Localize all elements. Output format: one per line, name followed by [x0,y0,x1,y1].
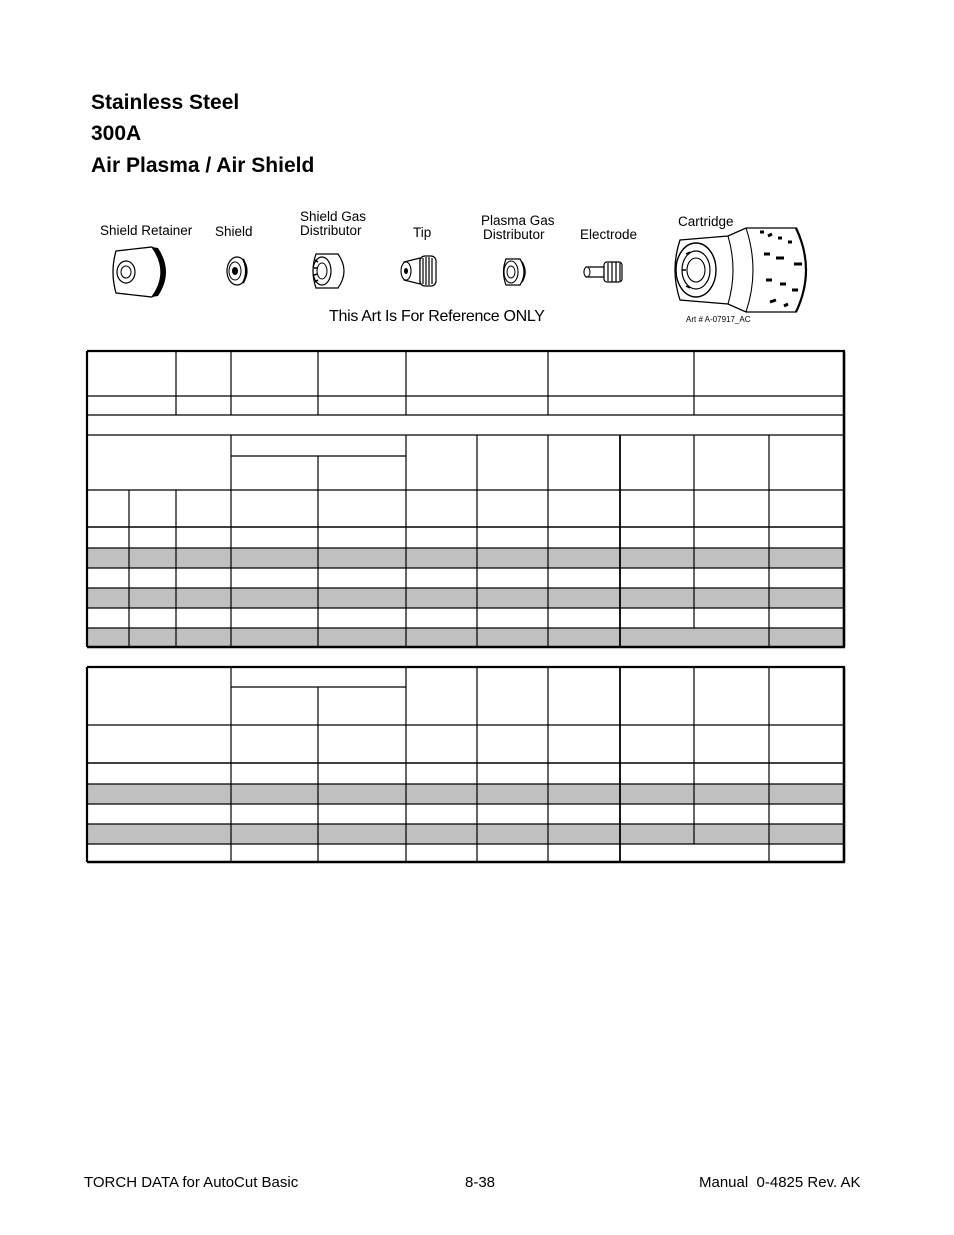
label-cartridge: Cartridge [678,214,734,229]
table-cut-parameters [87,435,845,647]
footer-page-number: 8-38 [465,1174,496,1191]
label-shield-retainer: Shield Retainer [100,223,193,238]
label-electrode: Electrode [580,227,638,242]
title-material: Stainless Steel [91,91,240,114]
label-shield-gas-distributor-2: Distributor [300,223,362,238]
shaded-rows [87,548,843,844]
label-tip: Tip [413,225,432,240]
title-gas: Air Plasma / Air Shield [91,154,315,177]
art-number: Art # A-07917_AC [686,315,751,324]
label-shield-gas-distributor-1: Shield Gas [300,209,367,224]
label-shield: Shield [215,224,253,239]
footer-manual-revision: Manual 0-4825 Rev. AK [699,1174,861,1191]
label-plasma-gas-distributor-2: Distributor [483,227,545,242]
label-plasma-gas-distributor-1: Plasma Gas [481,213,555,228]
title-amperage: 300A [91,122,142,145]
reference-note: This Art Is For Reference ONLY [329,308,545,325]
footer-section-title: TORCH DATA for AutoCut Basic [84,1174,299,1191]
